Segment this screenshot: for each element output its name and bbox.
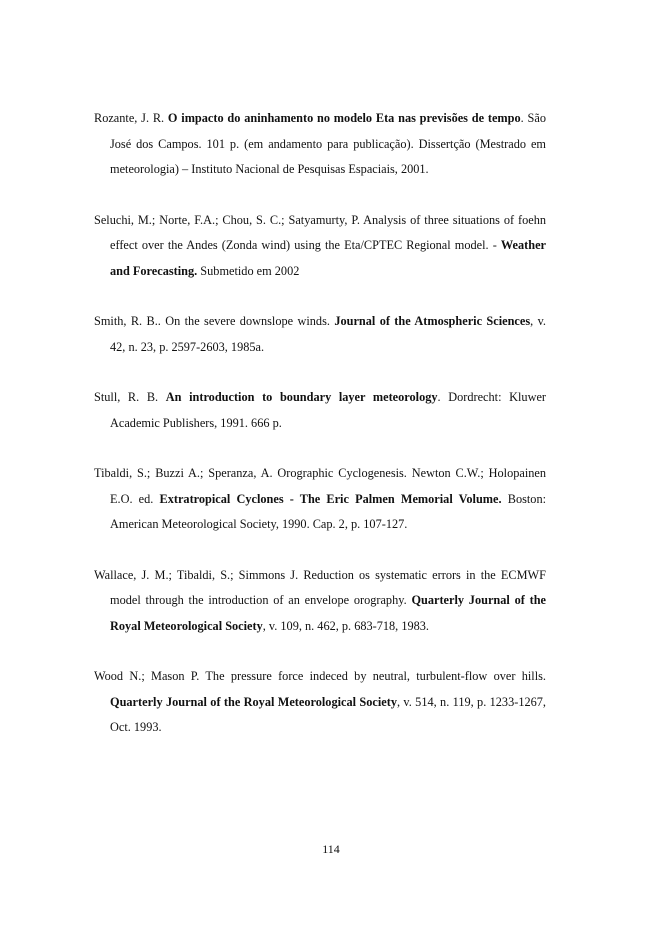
reference-text: . São José dos Campos. 101 p. (em andamento para publicação). Dissertção (Mestrado em meteorologia) – Instituto Nacional de Pesquisas Espaciais, 2001. — [110, 111, 546, 176]
reference-entry — [94, 385, 546, 436]
reference-title: Extratropical Cyclones - The Eric Palmen Memorial Volume. — [159, 491, 502, 506]
reference-text: . Dordrecht: Kluwer Academic Publishers, 1991. 666 p. — [110, 390, 546, 430]
reference-entry — [94, 309, 546, 360]
reference-entry — [94, 106, 546, 183]
reference-text: , v. 109, n. 462, p. 683-718, 1983. — [262, 618, 429, 633]
reference-text: Wood N.; Mason P. The pressure force indeced by neutral, turbulent-flow over hills. — [94, 669, 546, 683]
reference-text: , v. 42, n. 23, p. 2597-2603, 1985a. — [110, 314, 547, 354]
reference-title: Weather and Forecasting. — [110, 238, 546, 278]
reference-title: Journal of the Atmospheric Sciences — [334, 314, 531, 328]
reference-title: Quarterly Journal of the Royal Meteorological Society — [110, 694, 397, 709]
reference-text: Seluchi, M.; Norte, F.A.; Chou, S. C.; Satyamurty, P. Analysis of three situations of foehn effect over the Andes (Zonda wind) using the Eta/CPTEC Regional model. - — [94, 212, 546, 252]
reference-text: , v. 514, n. 119, p. 1233-1267, Oct. 1993. — [110, 694, 546, 734]
reference-entry — [94, 664, 546, 741]
reference-title: An introduction to boundary layer meteorology — [165, 390, 438, 404]
reference-text: Smith, R. B.. On the severe downslope winds. — [94, 314, 335, 328]
reference-entry — [94, 563, 546, 640]
reference-text: Stull, R. B. — [94, 390, 166, 404]
reference-entry — [94, 461, 546, 538]
page-number: 114 — [322, 842, 340, 856]
reference-entry — [94, 208, 546, 285]
reference-title: O impacto do aninhamento no modelo Eta nas previsões de tempo — [167, 111, 521, 125]
reference-title: Quarterly Journal of the Royal Meteorological Society — [110, 593, 547, 633]
reference-text: Boston: American Meteorological Society, 1990. Cap. 2, p. 107-127. — [110, 491, 547, 531]
reference-text: Rozante, J. R. — [94, 111, 168, 125]
reference-text: Submetido em 2002 — [197, 263, 300, 278]
reference-list — [94, 106, 546, 766]
reference-text: Tibaldi, S.; Buzzi A.; Speranza, A. Orographic Cyclogenesis. Newton C.W.; Holopainen E.O. ed. — [94, 466, 546, 506]
reference-text: Wallace, J. M.; Tibaldi, S.; Simmons J. Reduction os systematic errors in the ECMWF model through the introduction of an envelope orography. — [94, 567, 546, 607]
